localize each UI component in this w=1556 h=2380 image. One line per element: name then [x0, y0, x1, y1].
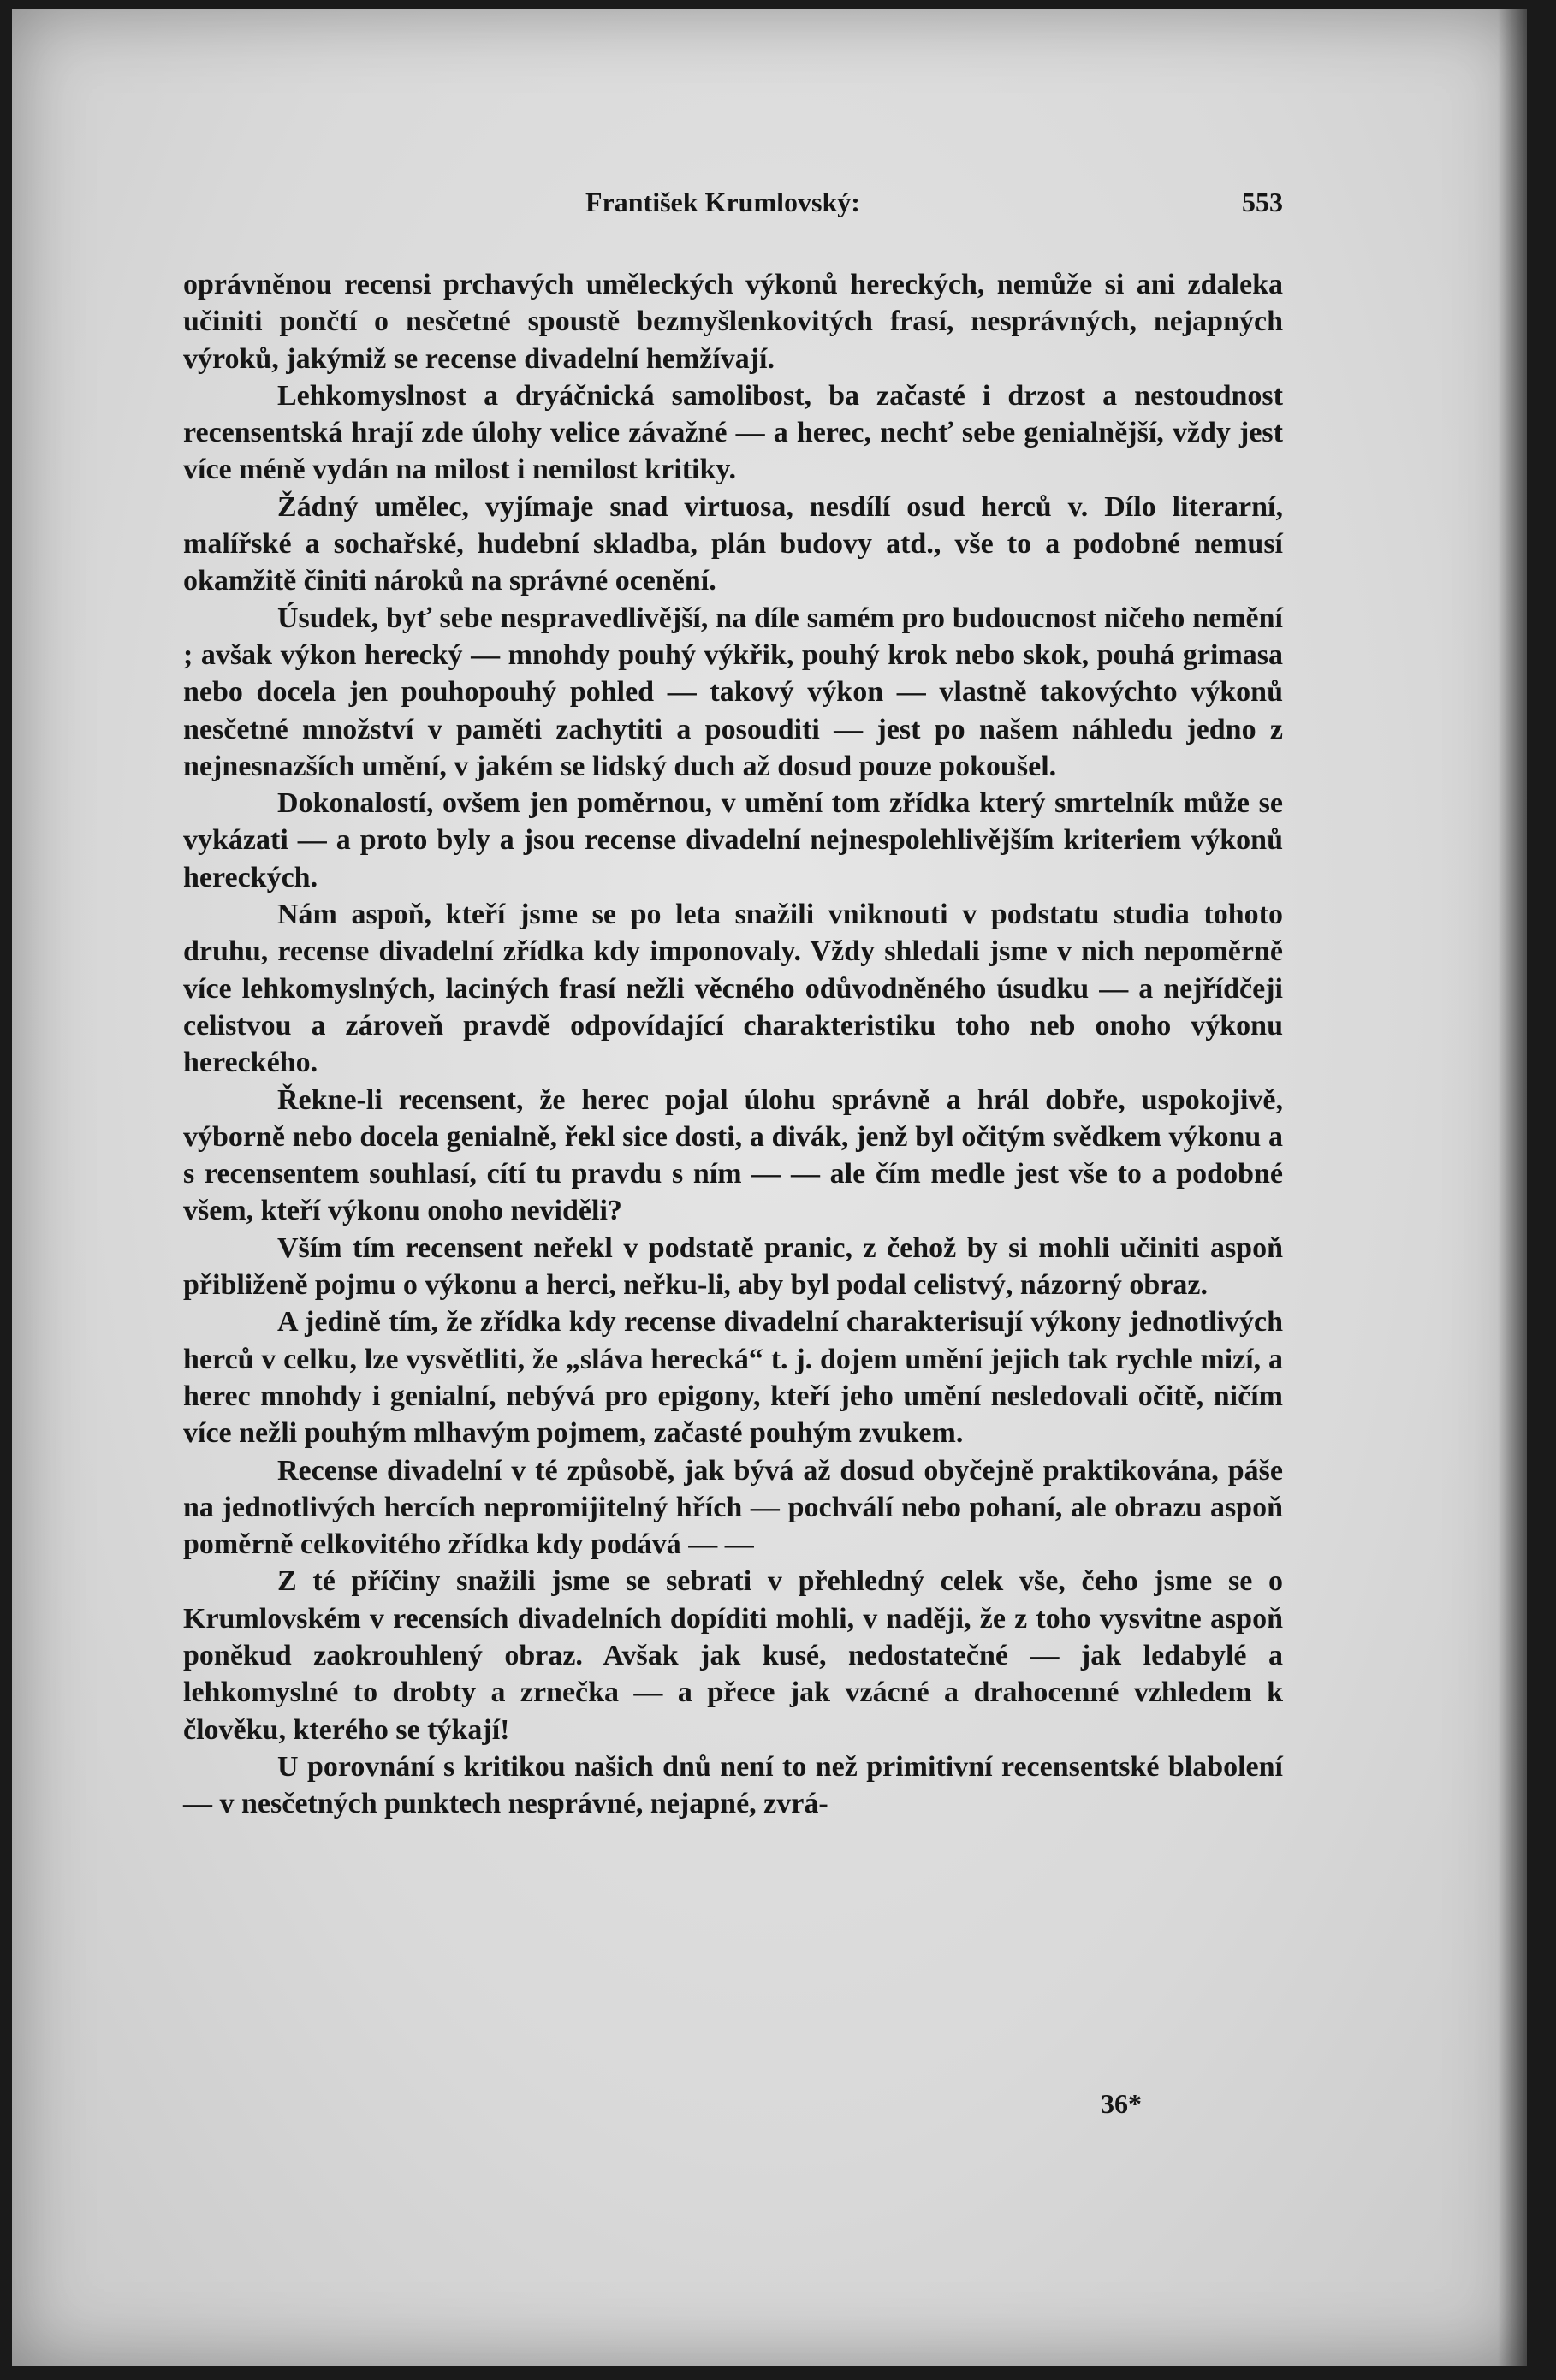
paragraph: Vším tím recensent neřekl v podstatě pranic, z čehož by si mohli učiniti aspoň přibliženě pojmu o výkonu a herci, neřku-li, aby byl podal celistvý, názorný obraz.: [183, 1232, 1283, 1302]
paragraph: U porovnání s kritikou našich dnů není to než primitivní recensentské blabolení — v nesčetných punktech nesprávné, nejapné, zvrá-: [183, 1750, 1283, 1820]
paragraph: Úsudek, byť sebe nespravedlivější, na díle samém pro budoucnost ničeho nemění ; avšak výkon herecký — mnohdy pouhý výkřik, pouhý krok nebo skok, pouhá grimasa nebo docela jen pouhopouhý pohled — takový výkon — vlastně takovýchto výkonů nesčetné množství v paměti zachytiti a posouditi — jest po našem náhledu jedno z nejnesnazších umění, v jakém se lidský duch až dosud pouze pokoušel.: [183, 602, 1283, 782]
running-head: [183, 187, 1283, 229]
paragraph: Žádný umělec, vyjímaje snad virtuosa, nesdílí osud herců v. Dílo literarní, malířské a sochařské, hudební skladba, plán budovy atd., vše to a podobné nemusí okamžitě činiti nároků na správné ocenění.: [183, 490, 1283, 597]
page-spine-shadow: [1498, 9, 1527, 2366]
paragraph: Nám aspoň, kteří jsme se po leta snažili vniknouti v podstatu studia tohoto druhu, recense divadelní zřídka kdy imponovaly. Vždy shledali jsme v nich nepoměrně více lehkomyslných, laciných frasí nežli věcného odůvodněného úsudku — a nejřídčeji celistvou a zároveň pravdě odpovídající charakteristiku toho neb onoho výkonu hereckého.: [183, 899, 1283, 1079]
paragraph: Recense divadelní v té způsobě, jak bývá až dosud obyčejně praktikována, páše na jednotlivých hercích nepromijitelný hřích — pochválí nebo pohaní, ale obrazu aspoň poměrně celkovitého zřídka kdy podává — —: [183, 1454, 1283, 1561]
running-head-title: František Krumlovský:: [585, 187, 860, 217]
signature-mark: 36*: [1101, 2088, 1142, 2119]
body-text: [183, 266, 1283, 1822]
page-number: 553: [1242, 187, 1283, 217]
paragraph: Řekne-li recensent, že herec pojal úlohu správně a hrál dobře, uspokojivě, výborně nebo docela genialně, řekl sice dosti, a divák, jenž byl očitým svědkem výkonu a s recensentem souhlasí, cítí tu pravdu s ním — — ale čím medle jest vše to a podobné všem, kteří výkonu onoho neviděli?: [183, 1083, 1283, 1227]
book-page: [12, 9, 1527, 2366]
paragraph: oprávněnou recensi prchavých uměleckých výkonů hereckých, nemůže si ani zdaleka učiniti pončtí o nesčetné spoustě bezmyšlenkovitých frasí, nesprávných, nejapných výroků, jakýmiž se recense divadelní hemžívají.: [183, 269, 1283, 375]
paragraph: Lehkomyslnost a dryáčnická samolibost, ba začasté i drzost a nestoudnost recensentská hrají zde úlohy velice závažné — a herec, nechť sebe genialnější, vždy jest více méně vydán na milost i nemilost kritiky.: [183, 379, 1283, 486]
paragraph: A jedině tím, že zřídka kdy recense divadelní charakterisují výkony jednotlivých herců v celku, lze vysvětliti, že „sláva herecká“ t. j. dojem umění jejich tak rychle mizí, a herec mnohdy i genialní, nebývá pro epigony, kteří jeho umění nesledovali očitě, ničím více nežli pouhým mlhavým pojmem, začasté pouhým zvukem.: [183, 1306, 1283, 1450]
paragraph: Z té příčiny snažili jsme se sebrati v přehledný celek vše, čeho jsme se o Krumlovském v recensích divadelních dopíditi mohli, v naději, že z toho vysvitne aspoň poněkud zaokrouhlený obraz. Avšak jak kusé, nedostatečné — jak ledabylé a lehkomyslné to drobty a zrnečka — a přece jak vzácné a drahocenné vzhledem k člověku, kterého se týkají!: [183, 1565, 1283, 1746]
paragraph: Dokonalostí, ovšem jen poměrnou, v umění tom zřídka který smrtelník může se vykázati — a proto byly a jsou recense divadelní nejnespolehlivějším kriteriem výkonů hereckých.: [183, 787, 1283, 893]
